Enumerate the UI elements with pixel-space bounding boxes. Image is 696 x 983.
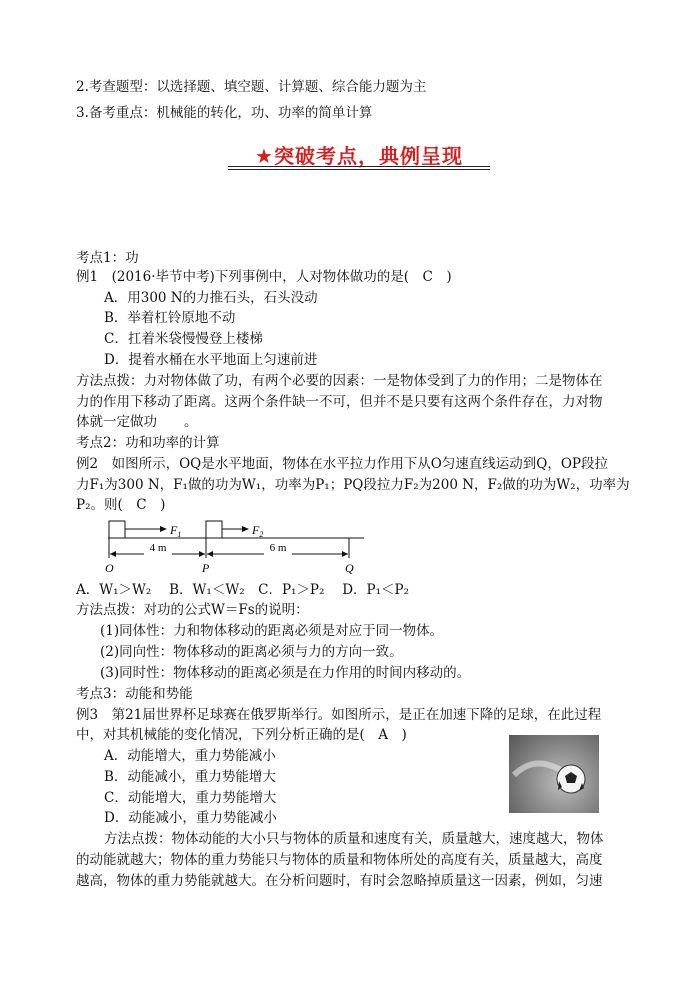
k3-option-a: A．动能增大，重力势能减小 (104, 748, 276, 764)
k1-option-b: B．举着杠铃原地不动 (104, 310, 236, 326)
arrowhead-f2 (242, 526, 249, 532)
k3-method-3: 越高，物体的重力势能就越大。在分析问题时，有时会忽略掉质量这一因素，例如，匀速 (76, 873, 603, 889)
k2-title: 考点2：功和功率的计算 (76, 435, 220, 451)
k3-example-1: 例3 第21届世界杯足球赛在俄罗斯举行。如图所示，是正在加速下降的足球，在此过程 (76, 707, 602, 723)
k2-method-2: (2)同向性：物体移动的距离必须与力的方向一致。 (100, 644, 403, 660)
arrowhead-pq-right (342, 551, 348, 557)
label-o: O (105, 561, 114, 574)
arrowhead-pq-left (207, 551, 213, 557)
label-6m: 6 m (269, 542, 287, 554)
k1-method-2: 力的作用下移动了距离。这两个条件缺一不可，但并不是只要有这两个条件存在，力对物 (76, 394, 603, 410)
k2-options: A．W₁＞W₂ B．W₁＜W₂ C．P₁＞P₂ D．P₁＜P₂ (76, 582, 410, 598)
k3-method-2: 的动能就越大；物体的重力势能只与物体的质量和物体所处的高度有关，质量越大，高度 (76, 852, 603, 868)
block-p (206, 521, 222, 538)
k1-option-c: C．扛着米袋慢慢登上楼梯 (104, 331, 263, 347)
k2-method-1: (1)同体性：力和物体移动的距离必须是对应于同一物体。 (100, 623, 444, 639)
k3-method-1: 方法点拨：物体动能的大小只与物体的质量和速度有关，质量越大，速度越大，物体 (104, 831, 604, 847)
football-photo (509, 735, 599, 813)
label-p: P (202, 561, 210, 574)
label-q: Q (345, 561, 354, 574)
label-4m: 4 m (149, 542, 167, 554)
arrowhead-op-left (110, 551, 116, 557)
k1-example: 例1 (2016·毕节中考)下列事例中，人对物体做功的是( C ) (76, 269, 452, 285)
k2-method-3: (3)同时性：物体移动的距离必须是在力作用的时间内移动的。 (100, 665, 471, 681)
arrowhead-op-right (199, 551, 205, 557)
banner-rule-2 (228, 169, 490, 170)
label-f1: $F_1$ (170, 523, 182, 539)
intro-line-1: 2.考查题型：以选择题、填空题、计算题、综合能力题为主 (76, 79, 427, 95)
k2-example-3: P₂。则( C ) (76, 497, 166, 513)
k3-example-2: 中，对其机械能的变化情况，下列分析正确的是( A ) (76, 727, 407, 743)
k2-example-1: 例2 如图所示，OQ是水平地面，物体在水平拉力作用下从O匀速直线运动到Q，OP段拉 (76, 456, 609, 472)
k1-title: 考点1：功 (76, 250, 139, 266)
k2-example-2: 力F₁为300 N，F₁做的功为W₁，功率为P₁；PQ段拉力F₂为200 N，F₂做的功为W₂，功率为 (76, 477, 630, 493)
k3-option-b: B．动能减小，重力势能增大 (104, 769, 276, 785)
intro-line-2: 3.备考重点：机械能的转化，功、功率的简单计算 (76, 105, 373, 121)
k1-method-3: 体就一定做功 。 (76, 414, 198, 430)
block-o (109, 521, 125, 538)
k3-option-c: C．动能增大，重力势能增大 (104, 790, 277, 806)
section-banner: ★突破考点，典例呈现 (255, 144, 463, 168)
banner-rule-1 (228, 166, 490, 167)
k1-option-a: A．用300 N的力推石头，石头没动 (104, 290, 318, 306)
arrowhead-f1 (160, 526, 167, 532)
label-f2: $F_2$ (252, 523, 264, 539)
k1-method-1: 方法点拨：力对物体做了功，有两个必要的因素：一是物体受到了力的作用；二是物体在 (76, 373, 603, 389)
force-distance-diagram (96, 514, 376, 574)
k3-title: 考点3：动能和势能 (76, 686, 193, 702)
k3-option-d: D．动能减小，重力势能减小 (104, 810, 277, 826)
football-icon (509, 735, 599, 813)
k1-option-d: D．提着水桶在水平地面上匀速前进 (104, 352, 318, 368)
k2-method-title: 方法点拨：对功的公式W＝Fs的说明： (76, 602, 309, 618)
